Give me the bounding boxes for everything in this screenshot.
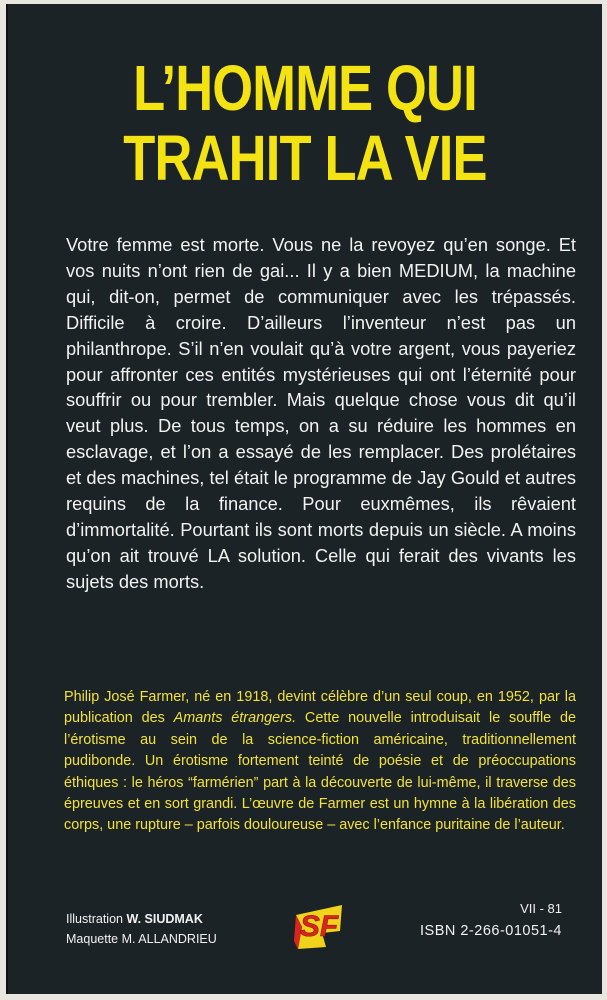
author-biography	[64, 687, 576, 837]
layout-credit	[66, 929, 217, 949]
illustration-credit	[66, 909, 217, 929]
book-title-line-2: TRAHIT LA VIE	[123, 122, 487, 194]
illustrator-name: W. SIUDMAK	[126, 912, 203, 926]
layout-designer-name: M. ALLANDRIEU	[121, 932, 217, 946]
layout-label: Maquette	[66, 932, 119, 946]
bio-text-end: Cette nouvelle introduisait le souffle de l’érotisme au sein de la science-fiction américaine, traditionnellement pudibonde. Un érotisme fortement teinté de poésie et de préoccupations éthiques : le héros “farmérien” part à la découverte de lui-même, il traverse des épreuves et en sort grandi. L’œuvre de Farmer est un hymne à la libération des corps, une rupture – parfois douloureuse – avec l’enfance puritaine de l’auteur.	[64, 710, 577, 834]
isbn-number: ISBN 2-266-01051-4	[420, 923, 562, 939]
synopsis-text: Votre femme est morte. Vous ne la revoyez qu’en songe. Et vos nuits n’ont rien de gai... Il y a bien MEDIUM, la machine qui, dit-on, permet de communiquer avec les trépassés. Difficile à croire. D’ailleurs l’inventeur n’est pas un philanthrope. S’il n’en voulait qu’à votre argent, vous payeriez pour affronter ces entités mystérieuses qui ont l’éternité pour souffrir ou pour trembler. Mais quelque chose vous dit qu’il veut plus. De tous temps, on a su réduire les hommes en esclavage, et l’on a essayé de les remplacer. Des prolétaires et des machines, tel était le programme de Jay Gould et autres requins de la finance. Pour euxmêmes, ils rêvaient d’immortalité. Pourtant ils sont morts depuis un siècle. A moins qu’on ait trouvé LA solution. Celle qui ferait des vivants les sujets des morts.	[66, 234, 576, 592]
sf-logo-text: SF	[299, 910, 339, 943]
credits	[66, 909, 217, 949]
book-back-cover	[6, 4, 602, 994]
illustration-label: Illustration	[66, 912, 123, 926]
catalog-code: VII - 81	[520, 901, 562, 916]
bio-text-start: Philip José Farmer, né en 1918, devint célèbre d’un seul coup, en 1952, par la publication des	[64, 689, 576, 727]
publication-info	[420, 898, 562, 942]
bio-book-title: Amants étrangers.	[173, 710, 297, 727]
book-title-line-1: L’HOMME QUI	[133, 52, 477, 124]
sf-logo-icon	[292, 897, 346, 951]
